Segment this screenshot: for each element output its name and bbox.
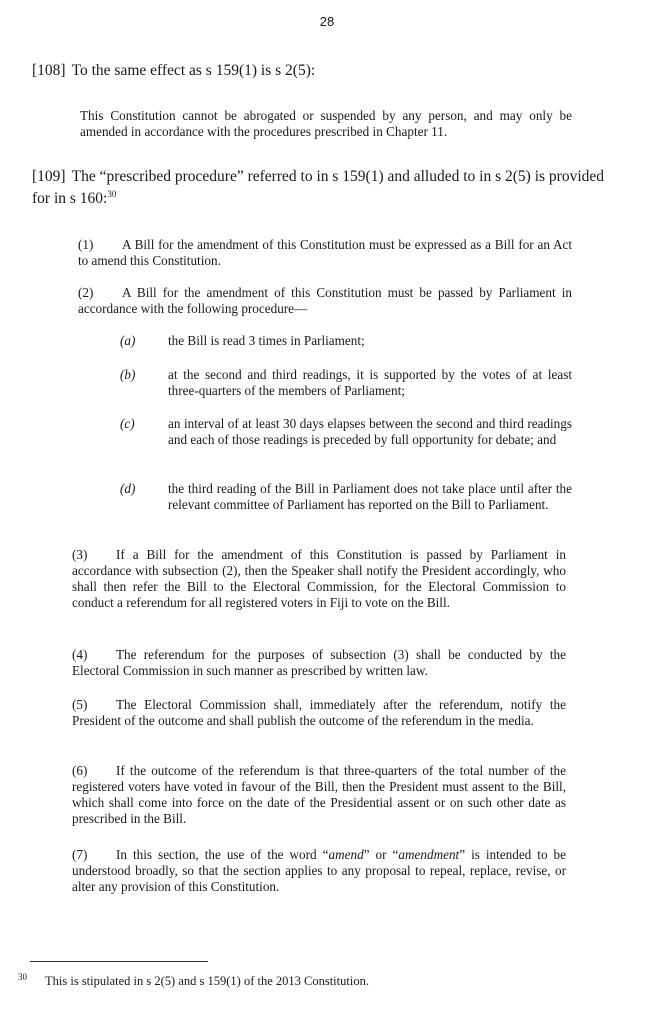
footnote-divider xyxy=(30,961,208,962)
subsection-4 xyxy=(72,647,566,679)
item-text: at the second and third readings, it is supported by the votes of at least three-quarters of the members of Parliament; xyxy=(168,367,572,398)
paragraph-number: [108] xyxy=(32,62,66,79)
paragraph-109 xyxy=(32,166,632,210)
subsection-7 xyxy=(72,847,566,895)
paragraph-text-line1: The “prescribed procedure” referred to in s 159(1) and alluded to in s 2(5) is provided xyxy=(71,168,605,185)
subsection-text: The Electoral Commission shall, immediately after the referendum, notify the President of the outcome and shall publish the outcome of the referendum in the media. xyxy=(72,697,566,728)
subsection-number: (2) xyxy=(78,285,94,300)
subsection-text: If the outcome of the referendum is that three-quarters of the total number of the registered voters have voted in favour of the Bill, then the President must assent to the Bill, which shall come into force on the date of the Presidential assent or on such other date as prescribed in the Bill. xyxy=(72,763,566,826)
item-text: the third reading of the Bill in Parliament does not take place until after the relevant committee of Parliament has reported on the Bill to Parliament. xyxy=(168,481,572,512)
subsection-emphasis-amend: amend xyxy=(328,847,364,862)
footnote-ref[interactable]: 30 xyxy=(107,188,117,199)
subsection-number: (1) xyxy=(78,237,94,252)
paragraph-108 xyxy=(32,60,632,82)
item-label: (b) xyxy=(120,367,136,382)
subsection-text-before: In this section, the use of the word “ xyxy=(116,847,329,862)
subsection-emphasis-amendment: amendment xyxy=(398,847,460,862)
footnote-number: 30 xyxy=(18,972,27,982)
subsection-text: A Bill for the amendment of this Constitution must be passed by Parliament in accordance with the following procedure— xyxy=(78,285,572,316)
subsection-5 xyxy=(72,697,566,729)
subsection-number: (5) xyxy=(72,697,88,712)
subsection-3 xyxy=(72,547,566,611)
paragraph-number: [109] xyxy=(32,168,66,185)
subsection-2 xyxy=(78,285,572,317)
item-label: (c) xyxy=(120,416,135,431)
subsection-number: (7) xyxy=(72,847,88,862)
subsection-text-mid: ” or “ xyxy=(363,847,399,862)
subsection-number: (6) xyxy=(72,763,88,778)
subsection-text: The referendum for the purposes of subsection (3) shall be conducted by the Electoral Commission in such manner as prescribed by written law. xyxy=(72,647,566,678)
paragraph-text: To the same effect as s 159(1) is s 2(5): xyxy=(71,62,316,79)
page-number: 28 xyxy=(319,14,335,29)
subsection-text: If a Bill for the amendment of this Constitution is passed by Parliament in accordance with subsection (2), then the Speaker shall notify the President accordingly, who shall then refer the Bill to the Electoral Commission, for the Electoral Commission to conduct a referendum for all registered voters in Fiji to vote on the Bill. xyxy=(72,547,566,610)
subsection-text-after: ” is intended to be understood broadly, so that the section applies to any proposal to repeal, replace, revise, or alter any provision of this Constitution. xyxy=(72,847,567,894)
item-text: the Bill is read 3 times in Parliament; xyxy=(168,333,365,348)
paragraph-text-line2: for in s 160: xyxy=(32,190,108,207)
item-text: an interval of at least 30 days elapses between the second and third readings and each of those readings is preceded by full opportunity for debate; and xyxy=(168,416,572,447)
item-label: (d) xyxy=(120,481,136,496)
quote-block: This Constitution cannot be abrogated or suspended by any person, and may only be amended in accordance with the procedures prescribed in Chapter 11. xyxy=(80,108,572,139)
subsection-number: (4) xyxy=(72,647,88,662)
subsection-number: (3) xyxy=(72,547,88,562)
item-label: (a) xyxy=(120,333,136,348)
footnote xyxy=(18,972,369,989)
subsection-text: A Bill for the amendment of this Constitution must be expressed as a Bill for an Act to amend this Constitution. xyxy=(78,237,572,268)
subsection-6 xyxy=(72,763,566,827)
subsection-1 xyxy=(78,237,572,269)
footnote-text: This is stipulated in s 2(5) and s 159(1) of the 2013 Constitution. xyxy=(45,974,369,989)
